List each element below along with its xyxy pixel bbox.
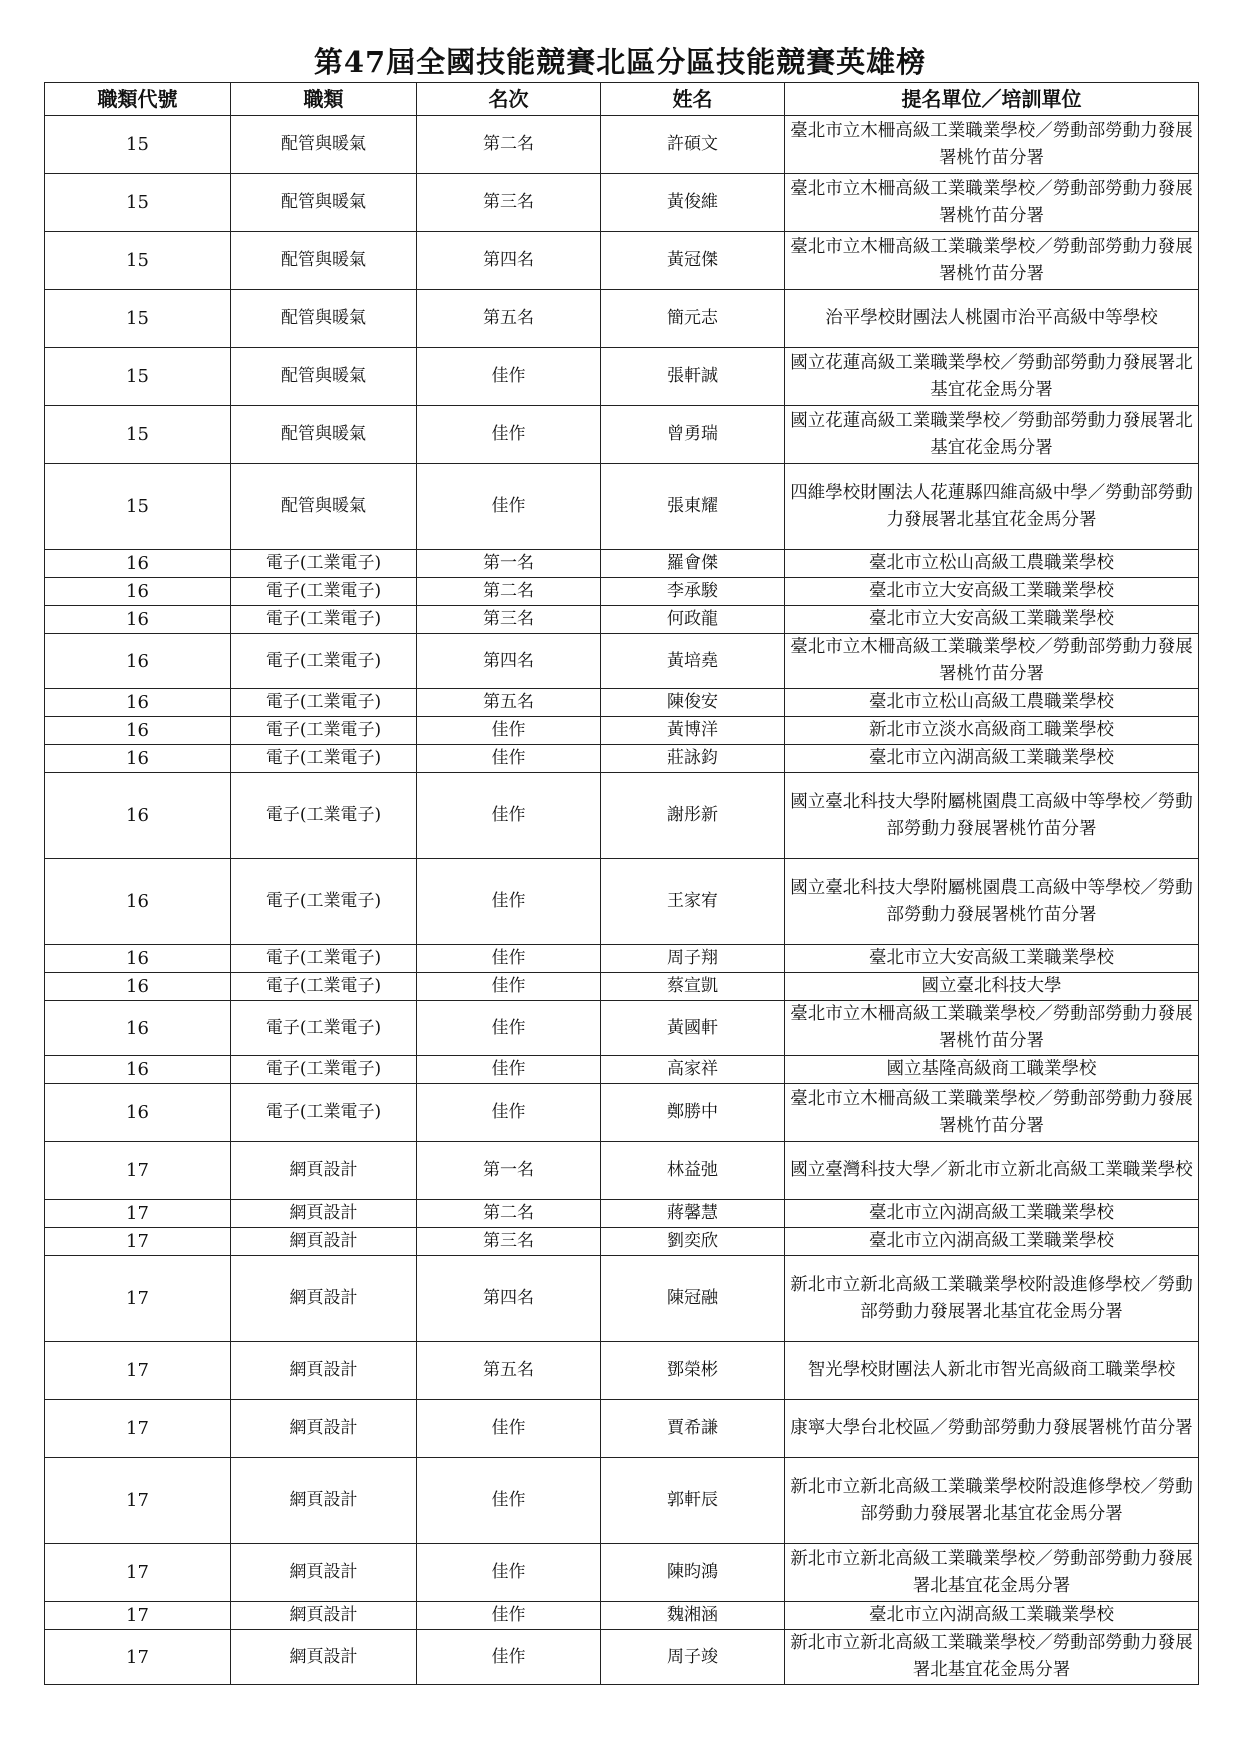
table-row	[45, 1001, 1199, 1056]
cell-rank: 佳作	[417, 1602, 601, 1630]
cell-code: 17	[45, 1602, 231, 1630]
cell-category: 網頁設計	[231, 1228, 417, 1256]
cell-name: 郭軒辰	[601, 1458, 785, 1544]
cell-code: 15	[45, 232, 231, 290]
cell-category: 電子(工業電子)	[231, 689, 417, 717]
cell-category: 電子(工業電子)	[231, 717, 417, 745]
cell-name: 蔡宣凱	[601, 973, 785, 1001]
cell-unit: 臺北市立內湖高級工業職業學校	[785, 745, 1199, 773]
cell-name: 劉奕欣	[601, 1228, 785, 1256]
header-name: 姓名	[601, 83, 785, 116]
cell-rank: 佳作	[417, 348, 601, 406]
table-row	[45, 1602, 1199, 1630]
table-row	[45, 606, 1199, 634]
cell-code: 17	[45, 1400, 231, 1458]
cell-category: 網頁設計	[231, 1602, 417, 1630]
cell-code: 15	[45, 116, 231, 174]
header-unit: 提名單位／培訓單位	[785, 83, 1199, 116]
cell-code: 16	[45, 773, 231, 859]
table-row	[45, 1630, 1199, 1685]
cell-unit: 國立臺北科技大學附屬桃園農工高級中等學校／勞動部勞動力發展署桃竹苗分署	[785, 773, 1199, 859]
cell-name: 羅會傑	[601, 550, 785, 578]
cell-category: 電子(工業電子)	[231, 634, 417, 689]
table-row	[45, 1084, 1199, 1142]
cell-code: 17	[45, 1256, 231, 1342]
cell-unit: 臺北市立松山高級工農職業學校	[785, 550, 1199, 578]
cell-category: 配管與暖氣	[231, 232, 417, 290]
cell-code: 16	[45, 634, 231, 689]
cell-code: 16	[45, 973, 231, 1001]
table-row	[45, 689, 1199, 717]
cell-code: 16	[45, 1056, 231, 1084]
cell-category: 電子(工業電子)	[231, 606, 417, 634]
cell-name: 張東耀	[601, 464, 785, 550]
cell-code: 17	[45, 1228, 231, 1256]
table-row	[45, 1256, 1199, 1342]
cell-code: 17	[45, 1342, 231, 1400]
cell-code: 17	[45, 1544, 231, 1602]
cell-name: 許碩文	[601, 116, 785, 174]
cell-unit: 臺北市立內湖高級工業職業學校	[785, 1228, 1199, 1256]
cell-unit: 臺北市立木柵高級工業職業學校／勞動部勞動力發展署桃竹苗分署	[785, 1084, 1199, 1142]
cell-category: 配管與暖氣	[231, 290, 417, 348]
cell-unit: 臺北市立木柵高級工業職業學校／勞動部勞動力發展署桃竹苗分署	[785, 232, 1199, 290]
cell-code: 17	[45, 1630, 231, 1685]
table-row	[45, 232, 1199, 290]
table-row	[45, 945, 1199, 973]
cell-rank: 佳作	[417, 1458, 601, 1544]
cell-unit: 國立臺灣科技大學／新北市立新北高級工業職業學校	[785, 1142, 1199, 1200]
cell-category: 電子(工業電子)	[231, 550, 417, 578]
cell-code: 16	[45, 717, 231, 745]
cell-category: 網頁設計	[231, 1142, 417, 1200]
cell-code: 16	[45, 606, 231, 634]
cell-rank: 第三名	[417, 174, 601, 232]
table-row	[45, 348, 1199, 406]
cell-rank: 第四名	[417, 1256, 601, 1342]
cell-unit: 國立基隆高級商工職業學校	[785, 1056, 1199, 1084]
cell-name: 周子竣	[601, 1630, 785, 1685]
cell-name: 黃博洋	[601, 717, 785, 745]
cell-name: 莊詠鈞	[601, 745, 785, 773]
cell-code: 17	[45, 1200, 231, 1228]
cell-rank: 第一名	[417, 550, 601, 578]
table-row	[45, 116, 1199, 174]
table-row	[45, 773, 1199, 859]
header-code: 職類代號	[45, 83, 231, 116]
cell-code: 15	[45, 464, 231, 550]
table-row	[45, 1458, 1199, 1544]
cell-category: 網頁設計	[231, 1200, 417, 1228]
cell-rank: 佳作	[417, 406, 601, 464]
cell-unit: 智光學校財團法人新北市智光高級商工職業學校	[785, 1342, 1199, 1400]
cell-rank: 佳作	[417, 945, 601, 973]
cell-name: 李承駿	[601, 578, 785, 606]
cell-rank: 第五名	[417, 290, 601, 348]
cell-unit: 新北市立新北高級工業職業學校／勞動部勞動力發展署北基宜花金馬分署	[785, 1544, 1199, 1602]
cell-name: 黃俊維	[601, 174, 785, 232]
cell-rank: 第一名	[417, 1142, 601, 1200]
page-title: 第47屆全國技能競賽北區分區技能競賽英雄榜	[313, 45, 927, 79]
cell-rank: 第五名	[417, 689, 601, 717]
cell-unit: 四維學校財團法人花蓮縣四維高級中學／勞動部勞動力發展署北基宜花金馬分署	[785, 464, 1199, 550]
cell-unit: 臺北市立大安高級工業職業學校	[785, 578, 1199, 606]
cell-rank: 第五名	[417, 1342, 601, 1400]
cell-unit: 治平學校財團法人桃園市治平高級中等學校	[785, 290, 1199, 348]
cell-unit: 臺北市立木柵高級工業職業學校／勞動部勞動力發展署桃竹苗分署	[785, 174, 1199, 232]
cell-unit: 國立花蓮高級工業職業學校／勞動部勞動力發展署北基宜花金馬分署	[785, 406, 1199, 464]
cell-name: 鄧榮彬	[601, 1342, 785, 1400]
cell-unit: 臺北市立大安高級工業職業學校	[785, 945, 1199, 973]
cell-name: 王家宥	[601, 859, 785, 945]
cell-category: 電子(工業電子)	[231, 1084, 417, 1142]
cell-unit: 新北市立新北高級工業職業學校／勞動部勞動力發展署北基宜花金馬分署	[785, 1630, 1199, 1685]
cell-code: 15	[45, 406, 231, 464]
cell-name: 張軒誠	[601, 348, 785, 406]
cell-name: 高家祥	[601, 1056, 785, 1084]
cell-name: 林益弛	[601, 1142, 785, 1200]
cell-category: 網頁設計	[231, 1342, 417, 1400]
table-row	[45, 717, 1199, 745]
cell-unit: 國立花蓮高級工業職業學校／勞動部勞動力發展署北基宜花金馬分署	[785, 348, 1199, 406]
cell-name: 周子翔	[601, 945, 785, 973]
cell-rank: 佳作	[417, 973, 601, 1001]
cell-unit: 新北市立新北高級工業職業學校附設進修學校／勞動部勞動力發展署北基宜花金馬分署	[785, 1458, 1199, 1544]
cell-code: 16	[45, 1001, 231, 1056]
cell-code: 15	[45, 348, 231, 406]
cell-name: 鄭勝中	[601, 1084, 785, 1142]
cell-unit: 臺北市立內湖高級工業職業學校	[785, 1602, 1199, 1630]
results-table	[44, 82, 1199, 1685]
cell-code: 16	[45, 550, 231, 578]
cell-unit: 國立臺北科技大學附屬桃園農工高級中等學校／勞動部勞動力發展署桃竹苗分署	[785, 859, 1199, 945]
cell-category: 網頁設計	[231, 1256, 417, 1342]
cell-unit: 新北市立淡水高級商工職業學校	[785, 717, 1199, 745]
cell-rank: 佳作	[417, 1544, 601, 1602]
table-row	[45, 550, 1199, 578]
cell-rank: 第三名	[417, 1228, 601, 1256]
cell-name: 陳昀鴻	[601, 1544, 785, 1602]
cell-name: 黃國軒	[601, 1001, 785, 1056]
cell-category: 配管與暖氣	[231, 174, 417, 232]
table-row	[45, 634, 1199, 689]
cell-rank: 佳作	[417, 745, 601, 773]
cell-rank: 佳作	[417, 1630, 601, 1685]
cell-name: 黃培堯	[601, 634, 785, 689]
table-row	[45, 859, 1199, 945]
cell-code: 15	[45, 174, 231, 232]
table-body	[45, 116, 1199, 1685]
cell-category: 電子(工業電子)	[231, 745, 417, 773]
cell-category: 網頁設計	[231, 1400, 417, 1458]
cell-unit: 臺北市立木柵高級工業職業學校／勞動部勞動力發展署桃竹苗分署	[785, 634, 1199, 689]
cell-category: 電子(工業電子)	[231, 1001, 417, 1056]
cell-code: 17	[45, 1458, 231, 1544]
table-row	[45, 973, 1199, 1001]
cell-category: 電子(工業電子)	[231, 859, 417, 945]
cell-unit: 臺北市立木柵高級工業職業學校／勞動部勞動力發展署桃竹苗分署	[785, 1001, 1199, 1056]
cell-rank: 第四名	[417, 232, 601, 290]
cell-name: 謝彤新	[601, 773, 785, 859]
cell-rank: 佳作	[417, 717, 601, 745]
cell-code: 17	[45, 1142, 231, 1200]
cell-rank: 佳作	[417, 1001, 601, 1056]
table-row	[45, 1544, 1199, 1602]
table-row	[45, 745, 1199, 773]
cell-code: 16	[45, 578, 231, 606]
cell-category: 配管與暖氣	[231, 348, 417, 406]
cell-name: 黃冠傑	[601, 232, 785, 290]
cell-name: 陳冠融	[601, 1256, 785, 1342]
cell-category: 電子(工業電子)	[231, 773, 417, 859]
cell-category: 網頁設計	[231, 1544, 417, 1602]
cell-name: 陳俊安	[601, 689, 785, 717]
cell-category: 配管與暖氣	[231, 406, 417, 464]
cell-rank: 佳作	[417, 1084, 601, 1142]
cell-code: 15	[45, 290, 231, 348]
table-row	[45, 174, 1199, 232]
table-row	[45, 1200, 1199, 1228]
header-rank: 名次	[417, 83, 601, 116]
cell-code: 16	[45, 859, 231, 945]
cell-category: 電子(工業電子)	[231, 973, 417, 1001]
cell-rank: 第四名	[417, 634, 601, 689]
cell-code: 16	[45, 1084, 231, 1142]
table-row	[45, 1056, 1199, 1084]
table-row	[45, 1342, 1199, 1400]
table-row	[45, 1400, 1199, 1458]
table-row	[45, 464, 1199, 550]
cell-code: 16	[45, 945, 231, 973]
cell-unit: 國立臺北科技大學	[785, 973, 1199, 1001]
table-row	[45, 290, 1199, 348]
cell-rank: 佳作	[417, 859, 601, 945]
cell-rank: 第二名	[417, 578, 601, 606]
cell-rank: 佳作	[417, 1056, 601, 1084]
cell-category: 網頁設計	[231, 1458, 417, 1544]
cell-category: 電子(工業電子)	[231, 1056, 417, 1084]
cell-category: 電子(工業電子)	[231, 578, 417, 606]
cell-category: 電子(工業電子)	[231, 945, 417, 973]
cell-rank: 第二名	[417, 1200, 601, 1228]
cell-unit: 臺北市立木柵高級工業職業學校／勞動部勞動力發展署桃竹苗分署	[785, 116, 1199, 174]
header-row	[45, 83, 1199, 116]
cell-code: 16	[45, 745, 231, 773]
cell-name: 曾勇瑞	[601, 406, 785, 464]
table-row	[45, 1142, 1199, 1200]
cell-category: 配管與暖氣	[231, 464, 417, 550]
cell-rank: 佳作	[417, 773, 601, 859]
cell-code: 16	[45, 689, 231, 717]
cell-rank: 第二名	[417, 116, 601, 174]
cell-unit: 新北市立新北高級工業職業學校附設進修學校／勞動部勞動力發展署北基宜花金馬分署	[785, 1256, 1199, 1342]
cell-rank: 佳作	[417, 464, 601, 550]
cell-name: 蔣馨慧	[601, 1200, 785, 1228]
cell-rank: 第三名	[417, 606, 601, 634]
cell-category: 配管與暖氣	[231, 116, 417, 174]
cell-rank: 佳作	[417, 1400, 601, 1458]
cell-name: 賈希謙	[601, 1400, 785, 1458]
table-row	[45, 406, 1199, 464]
cell-name: 簡元志	[601, 290, 785, 348]
table-row	[45, 1228, 1199, 1256]
cell-name: 魏湘涵	[601, 1602, 785, 1630]
header-category: 職類	[231, 83, 417, 116]
cell-unit: 臺北市立內湖高級工業職業學校	[785, 1200, 1199, 1228]
cell-unit: 康寧大學台北校區／勞動部勞動力發展署桃竹苗分署	[785, 1400, 1199, 1458]
cell-category: 網頁設計	[231, 1630, 417, 1685]
table-row	[45, 578, 1199, 606]
cell-name: 何政龍	[601, 606, 785, 634]
cell-unit: 臺北市立大安高級工業職業學校	[785, 606, 1199, 634]
cell-unit: 臺北市立松山高級工農職業學校	[785, 689, 1199, 717]
